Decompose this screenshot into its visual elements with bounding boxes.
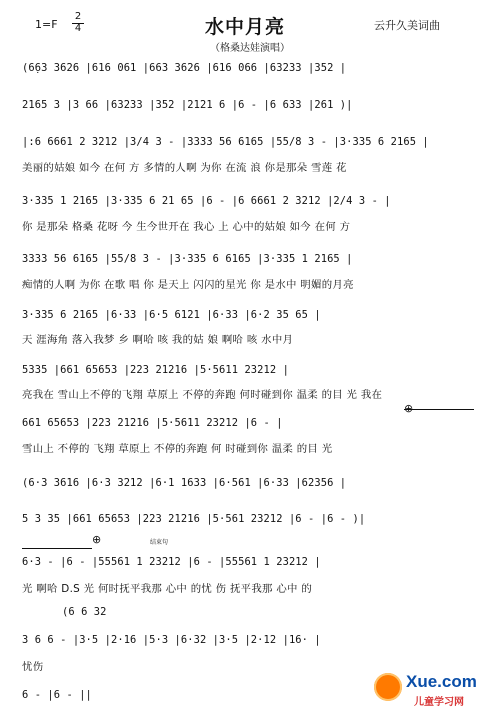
- lyric-row-1: 美丽的姑娘 如今 在何 方 多情的人啊 为你 在流 浪 你是那朵 雪莲 花: [22, 162, 347, 174]
- fine-marker: (6 6 32: [62, 606, 107, 618]
- site-watermark-logo: [374, 673, 494, 707]
- coda-label: 结束句: [150, 539, 169, 546]
- notation-row-2: 2165 3 |3 66 |63233 |352 |2121 6 |6 - |6 633 |261 )|: [22, 99, 353, 111]
- lyric-row-4: 天 涯海角 落入我梦 乡 啊哈 咳 我的姑 娘 啊哈 咳 水中月: [22, 334, 294, 346]
- logo-emblem-icon: [374, 673, 402, 701]
- notation-row-11: 6·3 - |6 - |55561 1 23212 |6 - |55561 1 23212 |: [22, 556, 321, 568]
- composer-credit: 云升久美词曲: [374, 19, 440, 32]
- time-signature: 2 4: [72, 12, 84, 34]
- lyric-row-5: 亮我在 雪山上不停的飞翔 草原上 不停的奔跑 何时碰到你 温柔 的目 光 我在: [22, 389, 383, 401]
- notation-row-10: 5 3 35 |661 65653 |223 21216 |5·561 23212 |6 - |6 - )|: [22, 513, 366, 525]
- notation-row-4: 3·335 1 2165 |3·335 6 21 65 |6 - |6 6661 2 3212 |2/4 3 - |: [22, 195, 391, 207]
- performer-credit: （格桑达娃演唱）: [210, 43, 290, 54]
- notation-row-6: 3·335 6 2165 |6·33 |6·5 6121 |6·33 |6·2 35 65 |: [22, 309, 321, 321]
- lyric-row-7: 光 啊哈 D.S 光 何时抚平我那 心中 的忧 伤 抚平我那 心中 的: [22, 583, 313, 595]
- notation-row-12: 3 6 6 - |3·5 |2·16 |5·3 |6·32 |3·5 |2·12 |16· |: [22, 634, 321, 646]
- notation-row-1: (6̣63 3626 |616 061 |663 3626 |616 066 |63233 |352 |: [22, 62, 347, 74]
- key-signature: 1=F: [35, 18, 58, 31]
- volta-bracket-line: [22, 548, 92, 549]
- notation-row-5: 3333 56 6165 |55/8 3 - |3·335 6 6165 |3·335 1 2165 |: [22, 253, 353, 265]
- notation-row-3: |:6 6661 2 3212 |3/4 3 - |3333 56 6165 |55/8 3 - |3·335 6 2165 |: [22, 136, 429, 148]
- lyric-row-2: 你 是那朵 格桑 花呀 今 生今世开在 我心 上 心中的姑娘 如今 在何 方: [22, 221, 351, 233]
- lyric-row-3: 痴情的人啊 为你 在歌 唱 你 是天上 闪闪的星光 你 是水中 明媚的月亮: [22, 279, 354, 291]
- lyric-row-6: 雪山上 不停的 飞翔 草原上 不停的奔跑 何 时碰到你 温柔 的目 光: [22, 443, 333, 455]
- notation-row-13: 6 - |6 - ||: [22, 689, 92, 701]
- lyric-row-8: 忧伤: [22, 661, 44, 673]
- notation-row-9: (6·3 3616 |6·3 3212 |6·1 1633 |6·561 |6·33 |62356 |: [22, 477, 347, 489]
- coda-sign-icon: ⊕: [92, 533, 102, 546]
- logo-site-name: Xue.com: [406, 672, 477, 691]
- volta-bracket-line: [404, 409, 474, 410]
- coda-sign-icon: ⊕: [404, 402, 414, 415]
- logo-subtitle: 儿童学习网: [414, 697, 464, 708]
- notation-row-8: 661 65653 |223 21216 |5·5611 23212 |6 - |: [22, 417, 283, 429]
- notation-row-7: 5335 |661 65653 |223 21216 |5·5611 23212 |: [22, 364, 289, 376]
- song-title: 水中月亮: [205, 16, 286, 38]
